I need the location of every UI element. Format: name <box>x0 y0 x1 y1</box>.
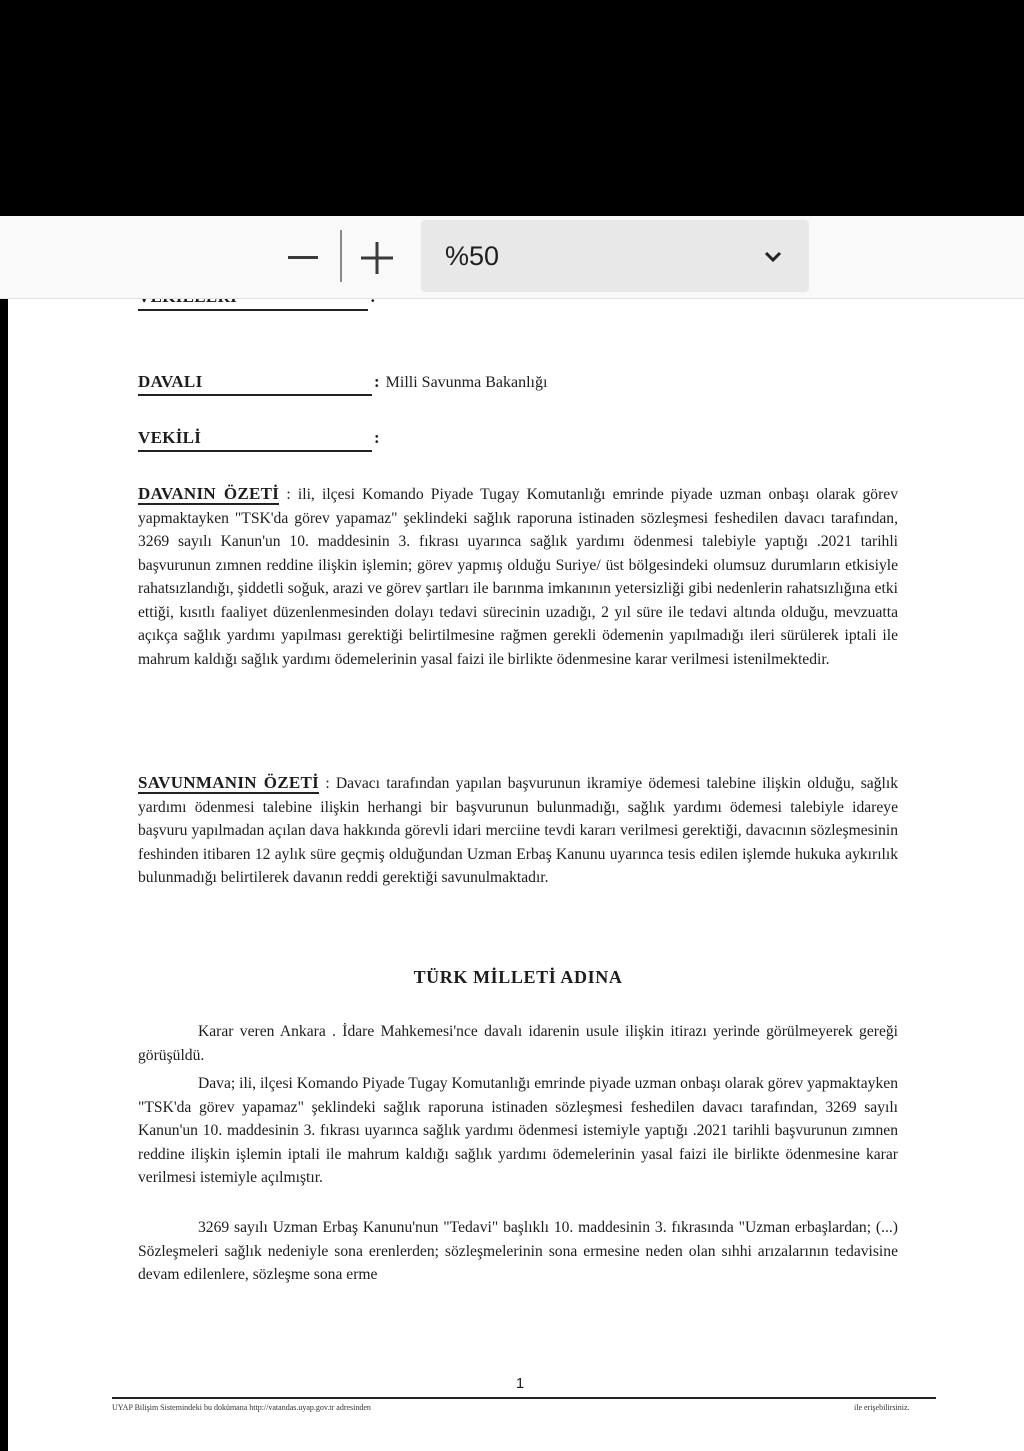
davali-row <box>138 371 547 396</box>
page-number: 1 <box>515 1375 525 1392</box>
body-paragraph-3: 3269 sayılı Uzman Erbaş Kanunu'nun "Tedavi" başlıklı 10. maddesinin 3. fıkrasında "Uzman erbaşlardan; (...) Sözleşmeleri sağlık nedeniyle sona erenlerden; sözleşmelerinin sona ermesine neden olan sıhhi arızalarının tedavisine devam edilenlere, sözleşme sona erme <box>138 1219 898 1283</box>
zoom-level-value: %50 <box>445 240 500 271</box>
zoom-out-button[interactable] <box>278 228 328 288</box>
savunmanin-ozeti-paragraph <box>138 771 898 890</box>
pdf-toolbar <box>0 216 1024 299</box>
chevron-down-icon <box>761 244 785 268</box>
vekili-colon: : <box>374 428 380 447</box>
body-paragraph-1: Karar veren Ankara . İdare Mahkemesi'nce davalı idarenin usule ilişkin itirazı yerinde görülmeyerek gereği görüşüldü. <box>138 1023 898 1064</box>
savunmanin-ozeti-text: : Davacı tarafından yapılan başvurunun ikramiye ödemesi talebine ilişkin olduğu, sağlık yardımı ödenmesi talebine ilişkin herhangi bir başvurunun bulunmadığı, sağlık yardımı ödemesi talebiyle idareye başvuru yapılmadan açılan dava hakkında görevli idari merciine tevdi kararı verilmesi gerektiği, davacının sözleşmesinin feshinden itibaren 12 aylık süre geçmiş olduğundan Uzman Erbaş Kanunu uyarınca tesis edilen işlemde hukuka aykırılık bulunmadığı belirtilerek davanın reddi gerektiği savunulmaktadır. <box>138 775 898 886</box>
footer-right-text: ile erişebilirsiniz. <box>854 1403 910 1412</box>
section-heading: TÜRK MİLLETİ ADINA <box>413 967 623 987</box>
minus-icon <box>286 241 320 275</box>
toolbar-divider <box>340 230 342 282</box>
davali-label: DAVALI <box>138 371 372 396</box>
zoom-in-button[interactable] <box>352 228 402 288</box>
vekili-row <box>138 427 380 452</box>
footer-divider <box>112 1397 936 1399</box>
davanin-ozeti-text: : ili, ilçesi Komando Piyade Tugay Komutanlığı emrinde piyade uzman onbaşı olarak görev yapmaktayken "TSK'da görev yapamaz" şeklindeki sağlık raporuna istinaden sözleşmesi feshedilen davacı tarafından, 3269 sayılı Kanun'un 10. maddesinin 3. fıkrası uyarınca sağlık yardımı ödenmesi talebiyle yaptığı .2021 tarihli başvurunun zımnen reddine ilişkin işlemin; görev yapmış olduğu Suriye/ üst bölgesindeki olumsuz durumların etkisiyle rahatsızlandığı, şiddetli soğuk, arazi ve görev şartları ile barınma imkanının yetersizliği gibi nedenlerin rahatsızlığına etki ettiği, kısıtlı faaliyet düzenlenmesinden dolayı tedavi sürecinin uzadığı, 2 yıl süre ile tedavi altında olduğu, mevzuatta açıkça sağlık yardımı yapılması gerektiği belirtilmesine rağmen gerekli ödemenin yapılmadığı ileri sürülerek iptali ile mahrum kaldığı sağlık yardımı ödemelerinin yasal faizi ile birlikte ödenmesine karar verilmesi istenilmektedir. <box>138 486 898 668</box>
plus-icon <box>359 240 395 276</box>
zoom-level-select[interactable] <box>421 220 809 292</box>
savunmanin-ozeti-label: SAVUNMANIN ÖZETİ <box>138 773 320 792</box>
footer-left-text: UYAP Bilişim Sistemindeki bu dokümana http://vatandas.uyap.gov.tr adresinden <box>112 1403 371 1412</box>
davanin-ozeti-paragraph <box>138 482 898 671</box>
davali-colon: : <box>374 372 380 391</box>
davali-value: Milli Savunma Bakanlığı <box>385 374 548 391</box>
body-paragraph-2: Dava; ili, ilçesi Komando Piyade Tugay Komutanlığı emrinde piyade uzman onbaşı olarak görev yapmaktayken "TSK'da görev yapamaz" şeklindeki sağlık raporuna istinaden sözleşmesi feshedilen davacı tarafından, 3269 sayılı Kanun'un 10. maddesinin 3. fıkrası uyarınca sağlık yardımı ödenmesi istemiyle yaptığı .2021 tarihli başvurunun zımnen reddine ilişkin işlemin iptali ile mahrum kaldığı sağlık yardımı ödemelerinin yasal faizi ile birlikte ödenmesine karar verilmesi istemiyle açılmıştır. <box>138 1075 898 1186</box>
davanin-ozeti-label: DAVANIN ÖZETİ <box>138 484 280 503</box>
vekili-label: VEKİLİ <box>138 427 372 452</box>
document-page <box>8 298 1024 1451</box>
black-top-area <box>0 0 1024 216</box>
